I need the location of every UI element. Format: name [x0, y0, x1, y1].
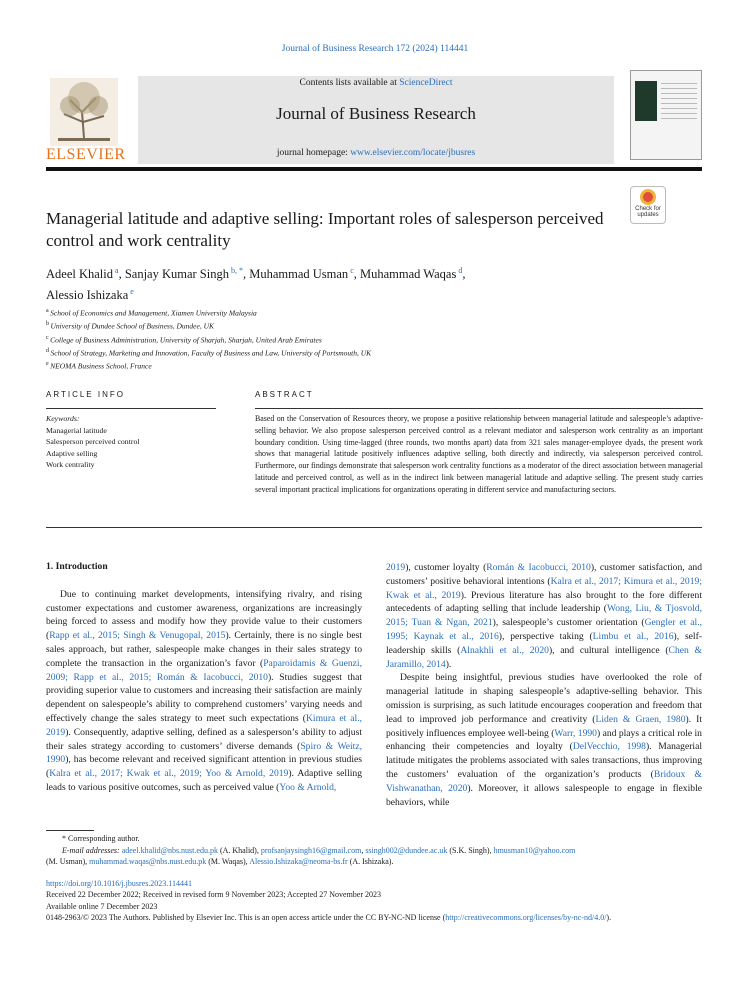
affiliation [46, 333, 646, 346]
author-name[interactable]: Muhammad Usman [249, 267, 349, 282]
keyword: Adaptive selling [46, 448, 98, 458]
text-run: (A. Khalid), [217, 845, 261, 855]
email-list [122, 846, 576, 855]
author-name[interactable]: Adeel Khalid [46, 267, 113, 282]
text-run: ), salespeople’s customer orientation ( [492, 617, 645, 629]
citation-link[interactable]: Bridoux & Vishwanathan, 2020 [386, 768, 702, 794]
elsevier-tree-icon [50, 78, 118, 146]
citation-link[interactable]: DelVecchio, 1998 [572, 741, 646, 753]
citation-link[interactable]: Yoo & Arnold, [279, 781, 337, 793]
text-run: ). Adaptive selling leads to various positive outcomes, such as perceived value ( [46, 768, 362, 793]
journal-title: Journal of Business Research [276, 104, 476, 123]
check-updates-label: Check for updates [635, 206, 661, 218]
homepage-line [138, 148, 614, 158]
text-run: Despite being insightful, previous studies have overlooked the role of managerial latitude in shaping salespeople’s adaptive-selling behavior. This omission is surprising, as such latitude encourages cooperation and freedom that lead to improved job performance and creativity ( [386, 672, 702, 725]
citation-link[interactable]: muhammad.waqas@nbs.nust.edu.pk [89, 857, 207, 866]
citation-link[interactable]: hmusman10@yahoo.com [493, 845, 576, 855]
affiliation-marker: a [46, 308, 51, 314]
text-run: ). [606, 913, 612, 923]
text-run: , [361, 845, 366, 855]
affiliation-text: College of Business Administration, University of Sharjah, Sharjah, United Arab Emirates [50, 335, 322, 345]
author-affiliation-marker[interactable]: b, * [228, 266, 243, 275]
elsevier-logo[interactable] [46, 76, 126, 164]
citation-link[interactable]: Kalra et al., 2017; Kwak et al., 2019; Yoo & Arnold, 2019 [49, 768, 289, 780]
text-run: (S.K. Singh), [447, 845, 494, 855]
available-online: Available online 7 December 2023 [46, 901, 158, 911]
citation-link[interactable]: Chen & Jaramillo, 2014 [386, 644, 702, 670]
text-run: ). Consequently, adaptive selling, defined as a salesperson’s ability to adjust their sales strategy according to customers’ diverse demands ( [46, 726, 362, 752]
text-run: ), customer satisfaction, and customers’ positive behavioral intentions ( [386, 562, 702, 587]
citation-link[interactable]: Gengler et al., 1995; Kaynak et al., 2016 [386, 617, 702, 642]
left-column [46, 560, 362, 795]
update-icon [640, 189, 656, 205]
contents-line [138, 78, 614, 88]
affiliation [46, 346, 646, 359]
abstract-header: ABSTRACT [255, 390, 314, 399]
author-list: Adeel Khalid $^a$, Sanjay Kumar Singh $^{b, *}$, Muhammad Usman $^c$, Muhammad Waqas $^d$, Alessio Ishizaka $^e$ [46, 266, 466, 303]
masthead-rule [46, 167, 702, 171]
email-label: E-mail addresses: [62, 845, 120, 855]
text-run: ). Managerial latitude mitigates the problems associated with sales transactions, thus improving the customers’ evaluation of the organization’s products ( [386, 741, 702, 780]
text-run: ). Moreover, it allows salespeople to engage in flexible behaviors, while [386, 782, 702, 808]
author-affiliation-marker[interactable]: c [348, 266, 354, 275]
paragraph [386, 561, 702, 671]
affiliation-text: NEOMA Business School, France [50, 361, 152, 371]
citation-link[interactable]: Limbu et al., 2016 [592, 630, 674, 642]
text-run: Due to continuing market developments, intensifying rivalry, and rising customer expectations and customer awareness, organizations are increasingly being forced to assess and modify how they provide value to their customers ( [46, 588, 362, 642]
journal-citation[interactable]: Journal of Business Research 172 (2024) 114441 [281, 44, 469, 54]
article-info-rule [46, 408, 216, 409]
author-affiliation-marker[interactable]: a [113, 266, 119, 275]
text-run: (A. Ishizaka). [347, 857, 394, 866]
affiliation [46, 359, 646, 372]
publisher-wordmark: ELSEVIER [46, 146, 126, 163]
text-run: ), customer loyalty ( [405, 562, 487, 573]
text-run: ). It positively influences employee well-being ( [386, 713, 703, 739]
homepage-link[interactable]: www.elsevier.com/locate/jbusres [350, 148, 476, 158]
keyword: Work centrality [46, 460, 95, 469]
affiliation-text: University of Dundee School of Business, Dundee, UK [50, 321, 215, 331]
text-run: (M. Waqas), [206, 857, 250, 866]
corresponding-author-note: * Corresponding author. [62, 834, 140, 843]
sciencedirect-link[interactable]: ScienceDirect [399, 78, 453, 88]
author-affiliation-marker[interactable]: d [456, 266, 463, 275]
text-run: ), self-leadership skills ( [386, 630, 702, 656]
author-name[interactable]: Sanjay Kumar Singh [124, 267, 229, 282]
citation-link[interactable]: profsanjaysingh16@gmail.com [260, 845, 362, 855]
article-title: Managerial latitude and adaptive selling: Important roles of salesperson perceived control and work centrality [46, 209, 604, 250]
text-run: ). Certainly, there is no single best sales approach, but rather, salespeople make changes in their sales strategy to complete the transaction in the organization’s favor ( [46, 630, 362, 669]
text-run: ). Previous literature has also brought to the fore different antecedents of adapting selling that include leadership ( [386, 589, 702, 615]
abstract-text: Based on the Conservation of Resources theory, we propose a positive relationship between managerial latitude and salespeople’s adaptive-selling behavior. We also propose salesperson perceived control as a relevant mediator and salesperson work centrality as an important boundary condition. Using time-lagged (three rounds, two months apart) data from 321 sales manager-employee dyads, the present work shows that managerial latitude positively influences adaptive selling, both directly and indirectly, via salesperson perceived control. Furthermore, our findings demonstrate that salesperson work centrality functions as a moderator of the direct association between managerial latitude and perceived control, as well as in the indirect link between managerial latitude and adaptive selling. The present study carries several important practical implications for organizations operating in different service and manufacturing sectors. [255, 414, 703, 494]
contents-prefix: Contents lists available at [299, 78, 397, 88]
author-name[interactable]: Alessio Ishizaka [46, 288, 129, 303]
text-run: ). [445, 658, 452, 670]
article-info-header: ARTICLE INFO [46, 390, 125, 399]
citation-link[interactable]: ssingh002@dundee.ac.uk [365, 845, 448, 855]
author-name[interactable]: Muhammad Waqas [360, 267, 457, 282]
abstract-bottom-rule [46, 527, 702, 528]
journal-banner [138, 76, 614, 164]
text-run: ), has become relevant and received significant attention in previous studies ( [46, 754, 362, 780]
citation-link[interactable]: Rapp et al., 2015; Singh & Venugopal, 2015 [49, 630, 226, 642]
citation-link[interactable]: http://creativecommons.org/licenses/by-nc-nd/4.0/ [445, 913, 607, 923]
citation-link[interactable]: Alnakhli et al., 2020 [460, 644, 549, 656]
citation-link[interactable]: Wong, Liu, & Tjosvold, 2015; Tuan & Ngan, 2021 [386, 603, 703, 629]
check-for-updates-badge[interactable] [630, 186, 666, 224]
affiliation-marker: d [46, 347, 51, 354]
text-run: ), and cultural intelligence ( [548, 644, 669, 656]
email-line-continued [46, 856, 702, 868]
publication-info [46, 878, 706, 924]
keywords-block [46, 413, 216, 471]
section-heading: 1. Introduction [46, 561, 108, 572]
text-run: ). Studies suggest that providing superior value to customers and increasing their satisfaction are mainly dependent on salespeople’s ability to comprehend customers’ varying needs and effectively change the sales strategy to meet such expectations ( [46, 671, 362, 724]
homepage-prefix: journal homepage: [276, 148, 348, 158]
author-affiliation-marker[interactable]: e [128, 287, 134, 297]
keyword: Salesperson perceived control [46, 437, 140, 446]
affiliation-marker: c [46, 334, 51, 341]
citation-link[interactable]: Kimura et al., 2019 [46, 712, 363, 738]
paragraph [46, 588, 362, 795]
citation-link[interactable]: Alessio.Ishizaka@neoma-bs.fr [249, 857, 348, 866]
footnote-rule [46, 830, 94, 831]
affiliation-marker: b [46, 321, 51, 328]
citation-link[interactable]: Román & Iacobucci, 2010 [486, 562, 591, 573]
masthead [46, 70, 702, 166]
paragraph [386, 671, 702, 809]
citation-link[interactable]: adeel.khalid@nbs.nust.edu.pk [121, 845, 218, 855]
text-run: ) and plays a critical role in enhancing their competencies and loyalty ( [386, 727, 702, 753]
text-run: 0148-2963/© 2023 The Authors. Published by Elsevier Inc. This is an open access article under the CC BY-NC-ND license ( [46, 913, 446, 923]
received-dates: Received 22 December 2022; Received in revised form 9 November 2023; Accepted 27 November 2023 [46, 890, 382, 900]
citation-link[interactable]: Liden & Graen, 1980 [595, 713, 686, 725]
right-column [386, 561, 702, 809]
cover-lines [661, 83, 697, 123]
affiliation-text: School of Strategy, Marketing and Innovation, Faculty of Business and Law, University of Portsmouth, UK [50, 348, 372, 358]
citation-link[interactable]: 2019 [386, 562, 406, 573]
journal-cover-thumbnail[interactable] [630, 70, 702, 160]
text-run: (M. Usman), [46, 857, 90, 866]
affiliation-text: School of Economics and Management, Xiamen University Malaysia [50, 308, 257, 318]
cover-block [635, 81, 657, 121]
affiliation [46, 306, 646, 319]
email-line [46, 845, 702, 857]
abstract-rule [255, 408, 703, 409]
keyword: Managerial latitude [46, 425, 107, 435]
citation-link[interactable]: Warr, 1990 [554, 727, 597, 739]
citation-link[interactable]: Paparoidamis & Guenzi, 2009; Rapp et al., 2015; Román & Iacobucci, 2010 [46, 657, 362, 683]
affiliation-marker: e [46, 361, 51, 368]
affiliation [46, 319, 646, 332]
text-run: ), perspective taking ( [498, 630, 593, 642]
citation-link[interactable]: Kalra et al., 2017; Kimura et al., 2019; Kwak et al., 2019 [386, 575, 702, 601]
keywords-label: Keywords: [46, 414, 80, 423]
doi-link[interactable]: https://doi.org/10.1016/j.jbusres.2023.114441 [46, 879, 193, 888]
footnotes [46, 833, 702, 868]
license-note [46, 912, 706, 923]
affiliations [46, 306, 646, 372]
citation-link[interactable]: Spiro & Weitz, 1990 [46, 740, 362, 766]
